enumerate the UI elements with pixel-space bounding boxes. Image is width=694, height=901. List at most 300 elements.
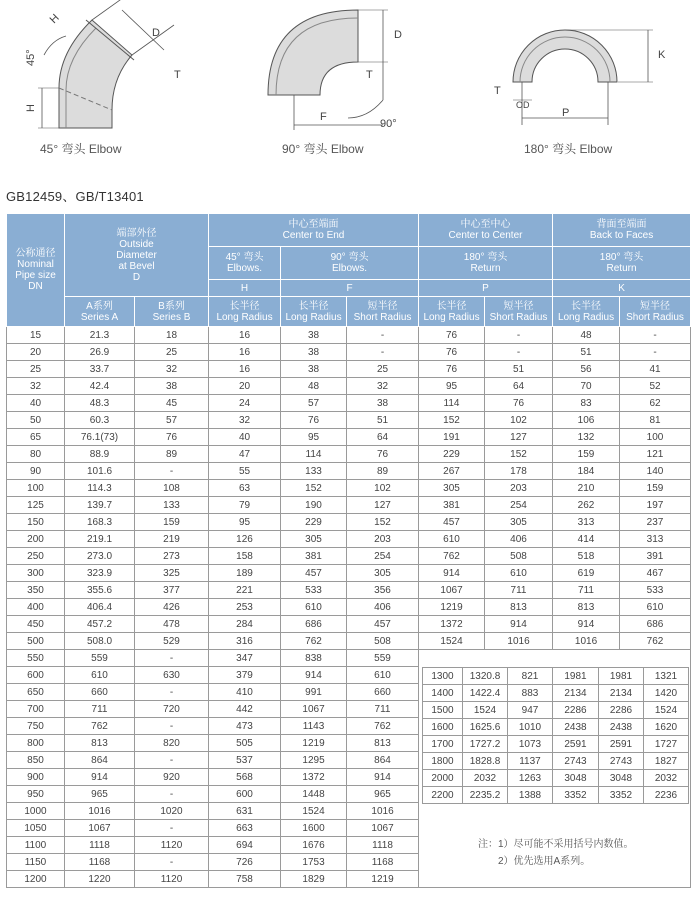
table-cell: 158 (209, 548, 281, 565)
table-cell: 81 (620, 412, 691, 429)
table-cell: 76 (419, 327, 485, 344)
table-cell: 914 (281, 667, 347, 684)
table-cell: 305 (485, 514, 553, 531)
table-cell: 325 (135, 565, 209, 582)
table-row (7, 548, 691, 565)
table-cell: 2438 (599, 719, 644, 736)
table-cell: 1219 (347, 871, 419, 888)
table-cell: 350 (7, 582, 65, 599)
table-cell: 41 (620, 361, 691, 378)
table-cell: 48.3 (65, 395, 135, 412)
table-cell: 914 (347, 769, 419, 786)
table-cell: 505 (209, 735, 281, 752)
table-cell: 991 (281, 684, 347, 701)
table-cell: 197 (620, 497, 691, 514)
table-cell: 1448 (281, 786, 347, 803)
table-cell: 50 (7, 412, 65, 429)
table-cell: 45 (135, 395, 209, 412)
table-cell: 15 (7, 327, 65, 344)
table-cell: 450 (7, 616, 65, 633)
table-cell: 127 (485, 429, 553, 446)
table-cell: 100 (620, 429, 691, 446)
table-cell: 1016 (65, 803, 135, 820)
table-cell: 89 (135, 446, 209, 463)
table-cell: - (135, 463, 209, 480)
table-cell: 864 (347, 752, 419, 769)
table-cell: 518 (553, 548, 620, 565)
table-cell: 508.0 (65, 633, 135, 650)
table-cell: 80 (7, 446, 65, 463)
table-cell: 1388 (508, 787, 553, 804)
table-cell: 1620 (644, 719, 689, 736)
table-cell: 1000 (7, 803, 65, 820)
table-cell: 457.2 (65, 616, 135, 633)
elbow-90-caption: 90° 弯头 Elbow (282, 142, 364, 156)
table-row (7, 395, 691, 412)
table-cell: - (620, 344, 691, 361)
table-cell: 529 (135, 633, 209, 650)
short-radius-header: 短半径 Short Radius (347, 297, 419, 327)
elbow-90-header: 90° 弯头 Elbows. (281, 247, 419, 280)
table-cell: 610 (419, 531, 485, 548)
table-cell: 1137 (508, 753, 553, 770)
table-cell: 64 (485, 378, 553, 395)
table-cell: 70 (553, 378, 620, 395)
t-label: T (174, 69, 181, 81)
letter-h-header: H (209, 280, 281, 297)
table-cell: 16 (209, 361, 281, 378)
table-row (7, 480, 691, 497)
table-cell: 965 (347, 786, 419, 803)
table-row (7, 344, 691, 361)
table-cell: 133 (135, 497, 209, 514)
table-cell: 140 (620, 463, 691, 480)
table-cell: 305 (347, 565, 419, 582)
elbow-45-drawing (14, 0, 194, 140)
table-cell: 1625.6 (463, 719, 508, 736)
table-cell: 800 (7, 735, 65, 752)
table-cell: 1067 (419, 582, 485, 599)
table-cell: 391 (620, 548, 691, 565)
table-cell: 347 (209, 650, 281, 667)
table-cell: 3352 (599, 787, 644, 804)
long-radius-header: 长半径 Long Radius (553, 297, 620, 327)
table-cell: 89 (347, 463, 419, 480)
table-cell: 95 (209, 514, 281, 531)
table-cell: 686 (620, 616, 691, 633)
table-cell: 106 (553, 412, 620, 429)
table-cell: 720 (135, 701, 209, 718)
series-a-header: A系列 Series A (65, 297, 135, 327)
table-row (423, 702, 689, 719)
large-size-return-table (422, 667, 689, 804)
d-label: D (152, 27, 160, 39)
table-cell: 38 (281, 361, 347, 378)
return-180-drawing (488, 0, 678, 140)
table-cell: - (620, 327, 691, 344)
table-cell: 377 (135, 582, 209, 599)
table-cell: - (485, 327, 553, 344)
table-cell: 38 (347, 395, 419, 412)
table-cell: 1219 (281, 735, 347, 752)
table-cell: 65 (7, 429, 65, 446)
table-cell: 1524 (281, 803, 347, 820)
table-cell: 1016 (485, 633, 553, 650)
table-cell: 381 (419, 497, 485, 514)
table-cell: 200 (7, 531, 65, 548)
table-cell: 2200 (423, 787, 463, 804)
table-cell: - (135, 684, 209, 701)
table-row (7, 412, 691, 429)
table-cell: 1168 (347, 854, 419, 871)
table-cell: 102 (347, 480, 419, 497)
table-cell: 114.3 (65, 480, 135, 497)
table-cell: 20 (209, 378, 281, 395)
table-cell: 2286 (599, 702, 644, 719)
table-cell: 1700 (423, 736, 463, 753)
table-cell: 2032 (463, 770, 508, 787)
d-label: D (394, 29, 402, 41)
table-cell: 250 (7, 548, 65, 565)
table-cell: 219.1 (65, 531, 135, 548)
table-cell: 950 (7, 786, 65, 803)
table-cell: 159 (620, 480, 691, 497)
table-cell: 127 (347, 497, 419, 514)
table-row (7, 361, 691, 378)
table-cell: 1300 (423, 668, 463, 685)
table-cell: - (135, 718, 209, 735)
table-cell: 229 (419, 446, 485, 463)
k-label: K (658, 49, 666, 61)
table-cell: 610 (281, 599, 347, 616)
table-cell: 38 (135, 378, 209, 395)
table-cell: 51 (347, 412, 419, 429)
table-cell: 630 (135, 667, 209, 684)
table-cell: 25 (135, 344, 209, 361)
return-180-p-header: 180° 弯头 Return (419, 247, 553, 280)
table-cell: 2236 (644, 787, 689, 804)
table-cell: 79 (209, 497, 281, 514)
table-cell: - (135, 854, 209, 871)
table-cell: 32 (135, 361, 209, 378)
table-cell: 750 (7, 718, 65, 735)
table-cell: 600 (209, 786, 281, 803)
table-cell: 457 (347, 616, 419, 633)
note-1: 注：1）尽可能不采用括号内数值。 (478, 839, 634, 850)
table-cell: 57 (281, 395, 347, 412)
table-cell: 1010 (508, 719, 553, 736)
table-cell: - (347, 327, 419, 344)
table-cell: 21.3 (65, 327, 135, 344)
table-cell: 900 (7, 769, 65, 786)
table-row (7, 378, 691, 395)
table-row (423, 668, 689, 685)
table-cell: 1600 (423, 719, 463, 736)
letter-k-header: K (553, 280, 691, 297)
table-cell: 1676 (281, 837, 347, 854)
table-cell: 821 (508, 668, 553, 685)
table-cell: 88.9 (65, 446, 135, 463)
table-cell: 1727 (644, 736, 689, 753)
table-cell: 1168 (65, 854, 135, 871)
table-cell: 1727.2 (463, 736, 508, 753)
note-2: 2）优先选用A系列。 (498, 856, 591, 867)
table-cell: 660 (347, 684, 419, 701)
table-cell: 813 (347, 735, 419, 752)
table-row (7, 650, 691, 667)
table-cell: 203 (347, 531, 419, 548)
table-cell: 159 (553, 446, 620, 463)
table-cell: 600 (7, 667, 65, 684)
table-cell: 24 (209, 395, 281, 412)
table-cell: 267 (419, 463, 485, 480)
table-cell: 610 (347, 667, 419, 684)
table-cell: 121 (620, 446, 691, 463)
table-cell: 356 (347, 582, 419, 599)
table-cell: 1118 (65, 837, 135, 854)
table-cell: 90 (7, 463, 65, 480)
table-cell: 126 (209, 531, 281, 548)
return-180-k-header: 180° 弯头 Return (553, 247, 691, 280)
table-cell: 1827 (644, 753, 689, 770)
table-cell: 1143 (281, 718, 347, 735)
table-cell: 473 (209, 718, 281, 735)
table-cell: 467 (620, 565, 691, 582)
table-cell: 1050 (7, 820, 65, 837)
table-cell: 152 (281, 480, 347, 497)
long-radius-header: 长半径 Long Radius (209, 297, 281, 327)
table-row (7, 599, 691, 616)
elbow-45-header: 45° 弯头 Elbows. (209, 247, 281, 280)
table-cell: 313 (620, 531, 691, 548)
table-cell: 1220 (65, 871, 135, 888)
table-cell: 33.7 (65, 361, 135, 378)
table-cell: 76 (419, 361, 485, 378)
table-row (423, 685, 689, 702)
table-cell: 114 (419, 395, 485, 412)
elbow-90-drawing (258, 0, 418, 140)
table-cell: 60.3 (65, 412, 135, 429)
standard-title: GB12459、GB/T13401 (6, 189, 144, 204)
table-cell: 1321 (644, 668, 689, 685)
table-cell: 1219 (419, 599, 485, 616)
table-cell: 125 (7, 497, 65, 514)
table-cell: 1067 (281, 701, 347, 718)
table-cell: 711 (347, 701, 419, 718)
table-cell: 711 (553, 582, 620, 599)
table-cell: 850 (7, 752, 65, 769)
table-cell: 1120 (135, 837, 209, 854)
table-row (423, 736, 689, 753)
series-b-header: B系列 Series B (135, 297, 209, 327)
table-cell: 32 (209, 412, 281, 429)
table-cell: 610 (65, 667, 135, 684)
table-cell: 203 (485, 480, 553, 497)
table-cell: 619 (553, 565, 620, 582)
table-cell: 1600 (281, 820, 347, 837)
table-cell: 76 (281, 412, 347, 429)
table-cell: 1524 (644, 702, 689, 719)
table-cell: 1981 (599, 668, 644, 685)
table-cell: 32 (7, 378, 65, 395)
short-radius-header: 短半径 Short Radius (620, 297, 691, 327)
table-cell: - (135, 820, 209, 837)
short-radius-header: 短半径 Short Radius (485, 297, 553, 327)
table-cell: 253 (209, 599, 281, 616)
table-cell: 63 (209, 480, 281, 497)
table-cell: 1067 (347, 820, 419, 837)
table-cell: - (135, 786, 209, 803)
table-cell: 920 (135, 769, 209, 786)
table-cell: 152 (485, 446, 553, 463)
table-cell: 229 (281, 514, 347, 531)
table-cell: 132 (553, 429, 620, 446)
table-cell: 108 (135, 480, 209, 497)
table-cell: 95 (281, 429, 347, 446)
table-cell: 48 (281, 378, 347, 395)
table-cell: 1016 (347, 803, 419, 820)
table-cell: 150 (7, 514, 65, 531)
table-cell: 32 (347, 378, 419, 395)
table-cell: 2438 (553, 719, 599, 736)
table-cell: 18 (135, 327, 209, 344)
table-cell: 100 (7, 480, 65, 497)
table-cell: 711 (485, 582, 553, 599)
table-cell: 64 (347, 429, 419, 446)
table-cell: 323.9 (65, 565, 135, 582)
table-cell: 1829 (281, 871, 347, 888)
table-cell: 883 (508, 685, 553, 702)
table-cell: 56 (553, 361, 620, 378)
table-cell: 1422.4 (463, 685, 508, 702)
table-cell: 2032 (644, 770, 689, 787)
od-label: OD (516, 100, 530, 110)
table-cell: 1981 (553, 668, 599, 685)
table-cell: 190 (281, 497, 347, 514)
table-cell: 355.6 (65, 582, 135, 599)
table-cell: 663 (209, 820, 281, 837)
table-cell: 379 (209, 667, 281, 684)
h-left-label: H (25, 104, 37, 112)
table-cell: 83 (553, 395, 620, 412)
table-cell: 47 (209, 446, 281, 463)
table-cell: 864 (65, 752, 135, 769)
table-row (7, 463, 691, 480)
t-label: T (494, 85, 501, 97)
table-cell: 610 (620, 599, 691, 616)
table-cell: 2134 (599, 685, 644, 702)
elbow-45-caption: 45° 弯头 Elbow (40, 142, 122, 156)
table-cell: 305 (281, 531, 347, 548)
table-row (7, 565, 691, 582)
letter-p-header: P (419, 280, 553, 297)
table-cell: - (135, 650, 209, 667)
table-cell: 1400 (423, 685, 463, 702)
table-cell: 189 (209, 565, 281, 582)
table-cell: 762 (620, 633, 691, 650)
table-row (7, 616, 691, 633)
table-cell: 406 (485, 531, 553, 548)
h-top-label: H (47, 12, 62, 27)
table-cell: 410 (209, 684, 281, 701)
table-cell: 76.1(73) (65, 429, 135, 446)
center-to-center-header: 中心至中心 Center to Center (419, 214, 553, 247)
table-cell: 273 (135, 548, 209, 565)
table-row (7, 582, 691, 599)
long-radius-header: 长半径 Long Radius (419, 297, 485, 327)
table-cell: 965 (65, 786, 135, 803)
table-cell: 1753 (281, 854, 347, 871)
center-to-end-header: 中心至端面 Center to End (209, 214, 419, 247)
table-cell: 51 (553, 344, 620, 361)
table-cell: - (485, 344, 553, 361)
table-row (423, 753, 689, 770)
p-label: P (562, 107, 570, 119)
table-cell: 55 (209, 463, 281, 480)
table-cell: 762 (281, 633, 347, 650)
table-cell: 914 (419, 565, 485, 582)
table-cell: 1420 (644, 685, 689, 702)
table-cell: 457 (419, 514, 485, 531)
table-cell: 254 (485, 497, 553, 514)
table-cell: 660 (65, 684, 135, 701)
letter-f-header: F (281, 280, 419, 297)
table-cell: 400 (7, 599, 65, 616)
table-cell: - (135, 752, 209, 769)
table-cell: 20 (7, 344, 65, 361)
table-cell: 133 (281, 463, 347, 480)
table-row (423, 787, 689, 804)
angle-label: 90° (380, 118, 397, 130)
table-cell: 700 (7, 701, 65, 718)
table-cell: 101.6 (65, 463, 135, 480)
table-cell: 2286 (553, 702, 599, 719)
table-cell: 114 (281, 446, 347, 463)
table-cell: 381 (281, 548, 347, 565)
table-row (7, 531, 691, 548)
table-cell: 178 (485, 463, 553, 480)
table-cell: 2743 (599, 753, 644, 770)
table-cell: - (347, 344, 419, 361)
table-cell: 2235.2 (463, 787, 508, 804)
table-cell: 508 (485, 548, 553, 565)
table-cell: 237 (620, 514, 691, 531)
table-cell: 2591 (599, 736, 644, 753)
table-cell: 762 (65, 718, 135, 735)
long-radius-header: 长半径 Long Radius (281, 297, 347, 327)
table-cell: 2743 (553, 753, 599, 770)
table-cell: 40 (7, 395, 65, 412)
table-cell: 16 (209, 344, 281, 361)
table-cell: 1118 (347, 837, 419, 854)
notes (478, 836, 634, 870)
table-cell: 62 (620, 395, 691, 412)
table-row (7, 633, 691, 650)
table-cell: 1016 (553, 633, 620, 650)
table-cell: 1150 (7, 854, 65, 871)
nominal-size-header: 公称通径 Nominal Pipe size DN (7, 214, 65, 327)
table-cell: 1524 (419, 633, 485, 650)
table-cell: 406.4 (65, 599, 135, 616)
table-cell: 533 (281, 582, 347, 599)
table-cell: 559 (65, 650, 135, 667)
table-cell: 694 (209, 837, 281, 854)
table-cell: 313 (553, 514, 620, 531)
table-cell: 650 (7, 684, 65, 701)
table-cell: 533 (620, 582, 691, 599)
angle-label: 45° (25, 49, 37, 66)
table-cell: 478 (135, 616, 209, 633)
